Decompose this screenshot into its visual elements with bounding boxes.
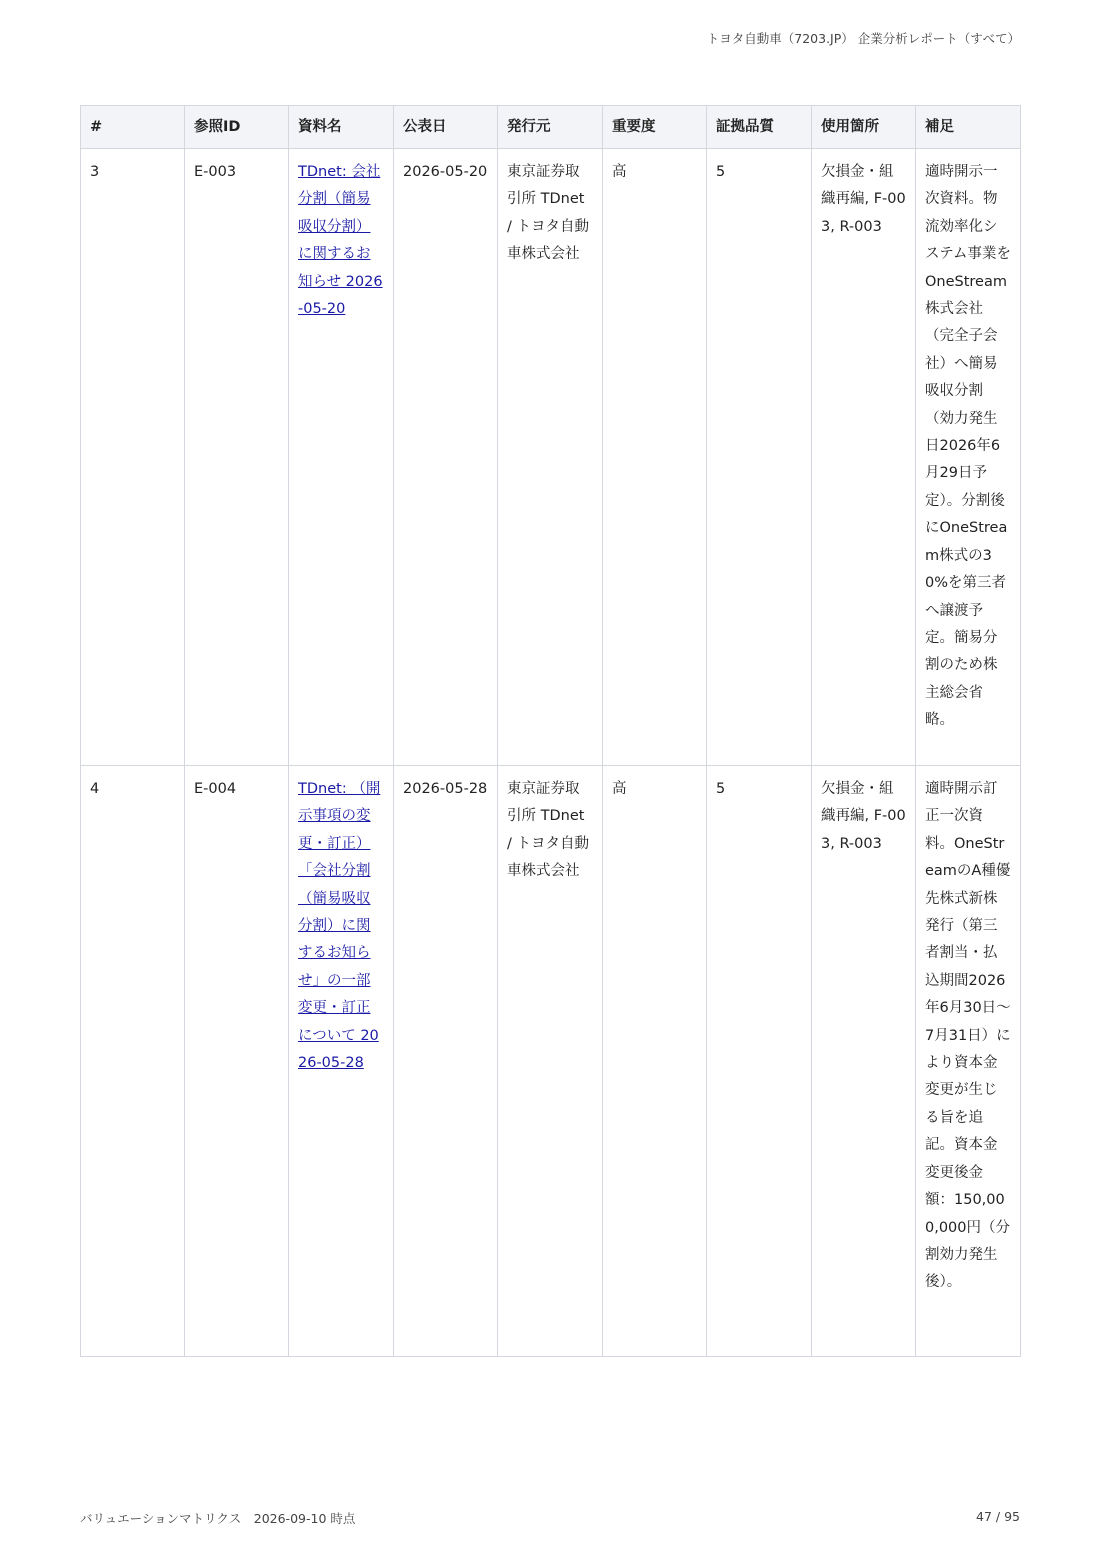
column-header-number: # [81, 106, 185, 149]
column-header-doc-name: 資料名 [289, 106, 394, 149]
cell-doc-name [289, 149, 394, 766]
cell-importance: 高 [603, 149, 707, 766]
column-header-date: 公表日 [394, 106, 498, 149]
cell-usage: 欠損金・組織再編, F-003, R-003 [812, 149, 916, 766]
cell-issuer: 東京証券取引所 TDnet / トヨタ自動車株式会社 [498, 149, 603, 766]
cell-ref-id: E-004 [185, 766, 289, 1357]
cell-note: 適時開示一次資料。物流効率化システム事業をOneStream株式会社（完全子会社）へ簡易吸収分割（効力発生日2026年6月29日予定）。分割後にOneStream株式の30%を第三者へ譲渡予定。簡易分割のため株主総会省略。 [916, 149, 1021, 766]
table-row [81, 149, 1021, 766]
running-header: トヨタ自動車（7203.JP） 企業分析レポート（すべて） [706, 31, 1020, 46]
cell-issuer: 東京証券取引所 TDnet / トヨタ自動車株式会社 [498, 766, 603, 1357]
column-header-issuer: 発行元 [498, 106, 603, 149]
document-link[interactable]: TDnet: 会社分割（簡易吸収分割）に関するお知らせ 2026-05-20 [298, 164, 383, 318]
table-header-row [81, 106, 1021, 149]
cell-usage: 欠損金・組織再編, F-003, R-003 [812, 766, 916, 1357]
cell-quality: 5 [707, 766, 812, 1357]
cell-importance: 高 [603, 766, 707, 1357]
footer-report-label: バリュエーションマトリクス 2026-09-10 時点 [80, 1511, 356, 1526]
column-header-usage: 使用箇所 [812, 106, 916, 149]
cell-quality: 5 [707, 149, 812, 766]
cell-ref-id: E-003 [185, 149, 289, 766]
table-row [81, 766, 1021, 1357]
column-header-note: 補足 [916, 106, 1021, 149]
cell-date: 2026-05-28 [394, 766, 498, 1357]
cell-date: 2026-05-20 [394, 149, 498, 766]
cell-number: 3 [81, 149, 185, 766]
page-number: 47 / 95 [976, 1509, 1020, 1524]
cell-number: 4 [81, 766, 185, 1357]
cell-note: 適時開示訂正一次資料。OneStreamのA種優先株式新株発行（第三者割当・払込期間2026年6月30日〜7月31日）により資本金変更が生じる旨を追記。資本金変更後金額：150,000,000円（分割効力発生後）。 [916, 766, 1021, 1357]
cell-doc-name [289, 766, 394, 1357]
column-header-importance: 重要度 [603, 106, 707, 149]
column-header-quality: 証拠品質 [707, 106, 812, 149]
document-link[interactable]: TDnet: （開示事項の変更・訂正）「会社分割（簡易吸収分割）に関するお知らせ」の一部変更・訂正について 2026-05-28 [298, 781, 381, 1072]
evidence-table [80, 105, 1021, 1357]
column-header-ref-id: 参照ID [185, 106, 289, 149]
